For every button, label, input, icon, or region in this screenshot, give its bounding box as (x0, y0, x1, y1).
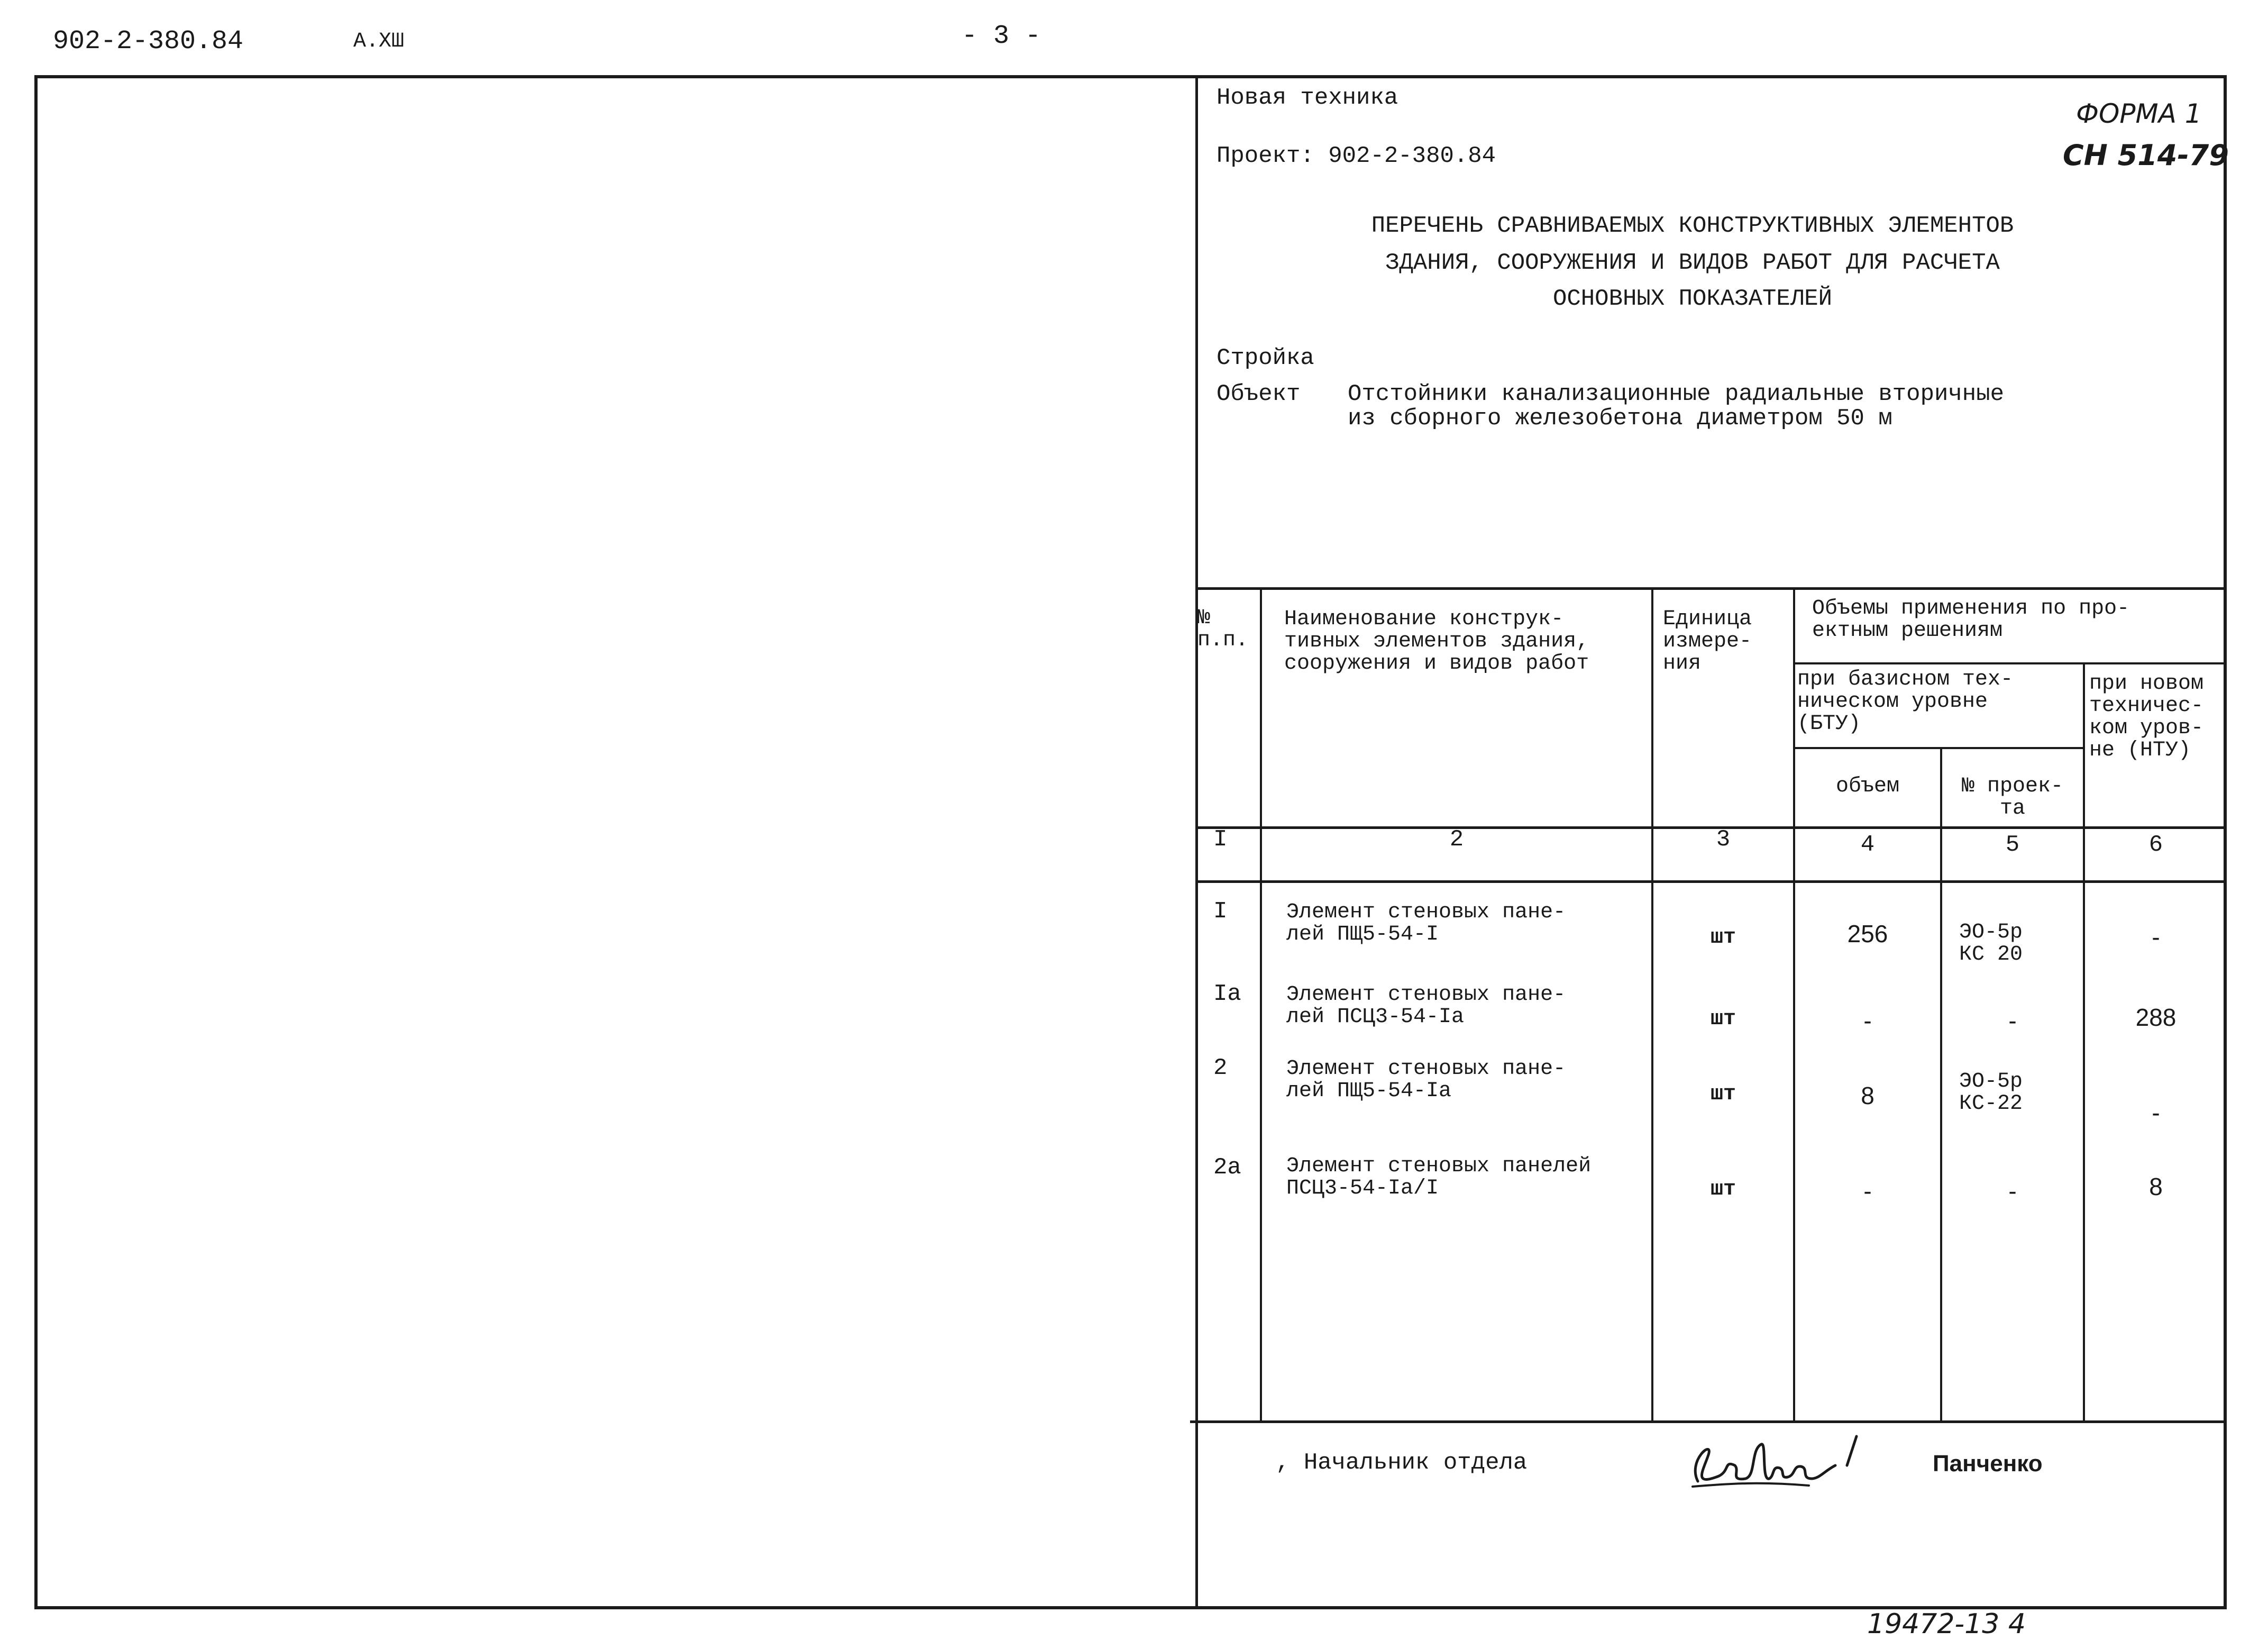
volumes-under-line (1793, 662, 2227, 664)
col-line-1 (1260, 587, 1262, 1423)
btu-under-line (1793, 747, 2083, 749)
row-1-num: I (1213, 898, 1228, 925)
row-2-num: Iа (1213, 981, 1241, 1007)
object-line-2: из сборного железобетона диаметром 50 м (1348, 405, 1892, 432)
row-4-unit: шт (1710, 1178, 1736, 1201)
row-1-name: Элемент стеновых пане- лей ПЩ5-54-I (1286, 900, 1566, 946)
col-line-2 (1651, 587, 1653, 1423)
header-name: Наименование конструк- тивных элементов здания, сооружения и видов работ (1284, 607, 1589, 676)
col-line-3 (1793, 587, 1795, 1423)
col-number-4: 4 (1860, 832, 1875, 858)
row-1-unit: шт (1710, 926, 1736, 950)
col-number-3: 3 (1716, 826, 1731, 853)
row-3-volume: 8 (1861, 1082, 1874, 1109)
header-unit: Единица измере- ния (1663, 607, 1752, 676)
position-text: Начальник отдела (1303, 1450, 1528, 1476)
header-volumes: Объемы применения по про- ектным решениям (1812, 597, 2130, 643)
row-1-project: ЭО-5р КС 20 (1959, 921, 2023, 967)
row-3-name: Элемент стеновых пане- лей ПЩ5-54-Iа (1286, 1057, 1566, 1103)
col-line-5 (2083, 662, 2085, 1423)
header-num: № п.п. (1197, 606, 1249, 652)
row-2-unit: шт (1710, 1007, 1736, 1031)
row-2-name: Элемент стеновых пане- лей ПСЦ3-54-Iа (1286, 983, 1566, 1029)
row-3-project: ЭО-5р КС-22 (1959, 1070, 2023, 1116)
frame-divider (1195, 75, 1198, 1609)
header-project-no: № проек- та (1961, 775, 2064, 821)
row-2-ntu: 288 (2135, 1004, 2176, 1031)
object-line-1: Отстойники канализационные радиальные вторичные (1348, 381, 2005, 407)
new-tech-label: Новая техника (1217, 85, 1398, 111)
object-label: Объект (1217, 381, 1301, 407)
stroyka-label: Стройка (1217, 345, 1314, 371)
col-number-5: 5 (2005, 832, 2020, 858)
header-volume: объем (1835, 775, 1900, 798)
table-top-line (1195, 587, 2227, 590)
row-3-ntu: - (2152, 1099, 2160, 1126)
signature-graphic (1677, 1428, 1878, 1497)
col-number-1: I (1213, 826, 1228, 853)
form-standard: СН 514-79 (2063, 139, 2229, 172)
title-line-2: ЗДАНИЯ, СООРУЖЕНИЯ И ВИДОВ РАБОТ ДЛЯ РАСЧЕТА (1385, 250, 2000, 276)
signer-name: Панченко (1933, 1451, 2043, 1477)
row-4-project: - (2008, 1177, 2017, 1205)
row-3-unit: шт (1710, 1082, 1736, 1106)
row-4-name: Элемент стеновых панелей ПСЦ3-54-Iа/I (1286, 1154, 1592, 1200)
row-1-volume: 256 (1847, 920, 1888, 947)
title-line-3: ОСНОВНЫХ ПОКАЗАТЕЛЕЙ (1552, 286, 1833, 312)
row-3-num: 2 (1213, 1055, 1228, 1081)
colnum-bottom-line (1195, 880, 2227, 883)
archive-number: 19472-13 4 (1867, 1608, 2026, 1640)
header-ntu: при новом техничес- ком уров- не (НТУ) (2089, 672, 2204, 762)
col-number-6: 6 (2148, 832, 2163, 858)
album-code: А.ХШ (353, 30, 405, 53)
position-label: , Начальник отдела (1276, 1450, 1528, 1476)
doc-code: 902-2-380.84 (53, 26, 244, 57)
row-4-num: 2а (1213, 1154, 1241, 1181)
row-2-project: - (2008, 1007, 2017, 1034)
row-1-ntu: - (2152, 923, 2160, 951)
header-btu: при базисном тех- ническом уровне (БТУ) (1797, 668, 2014, 736)
project-label: Проект: 902-2-380.84 (1217, 143, 1496, 169)
title-line-1: ПЕРЕЧЕНЬ СРАВНИВАЕМЫХ КОНСТРУКТИВНЫХ ЭЛЕМЕНТОВ (1371, 213, 2014, 239)
row-4-ntu: 8 (2149, 1173, 2163, 1200)
row-4-volume: - (1863, 1177, 1872, 1205)
page-number: - 3 - (962, 21, 1041, 51)
table-bottom-line (1190, 1420, 2227, 1423)
form-label: ФОРМА 1 (2076, 98, 2202, 129)
row-2-volume: - (1863, 1007, 1872, 1034)
col-number-2: 2 (1449, 826, 1464, 853)
